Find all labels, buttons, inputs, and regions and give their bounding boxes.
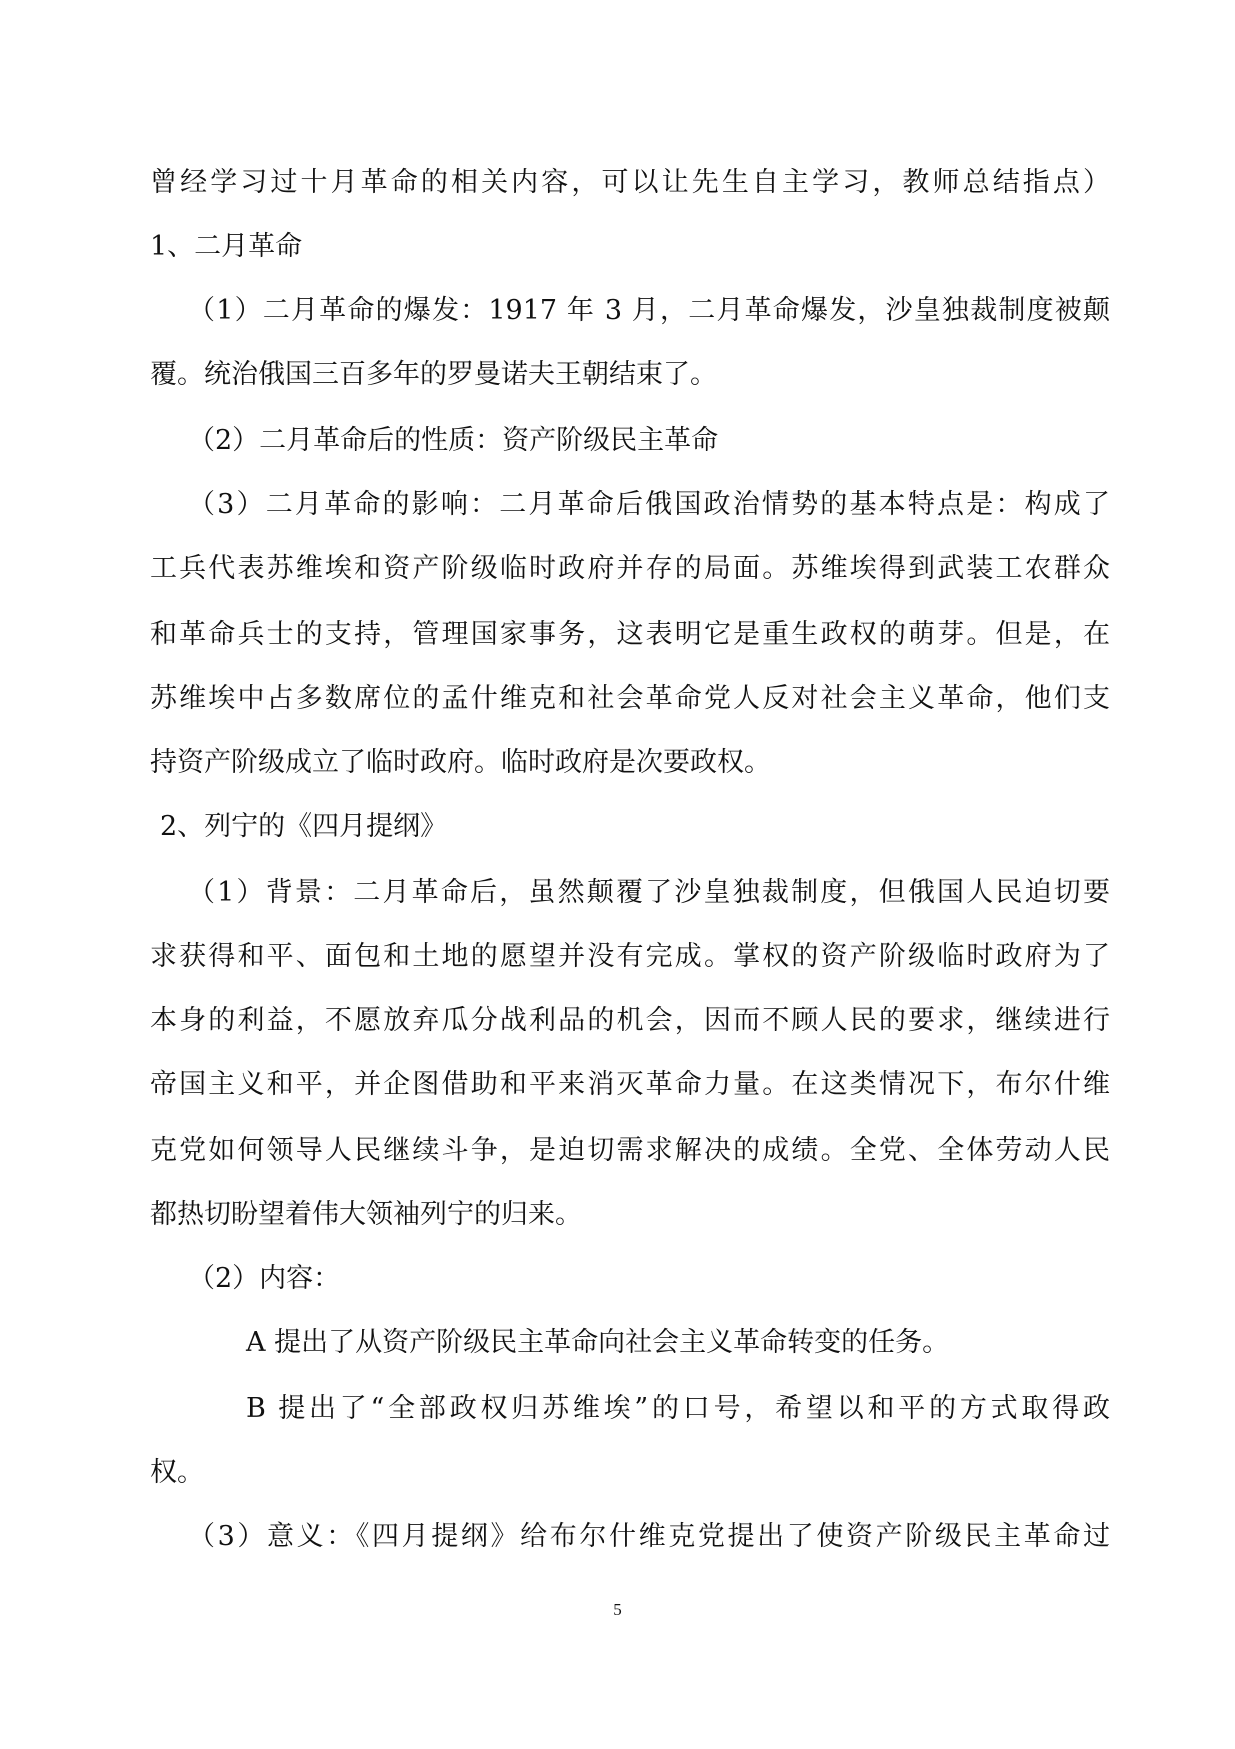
section-heading-february-revolution: 1、二月革命: [150, 231, 303, 262]
text-line-19: A 提出了从资产阶级民主革命向社会主义革命转变的任务。: [246, 1327, 950, 1358]
text-line-4: 覆。统治俄国三百多年的罗曼诺夫王朝结束了。: [150, 359, 717, 390]
section-heading-april-theses: 2、列宁的《四月提纲》: [160, 811, 448, 842]
text-line-21: 权。: [150, 1457, 204, 1488]
text-line-22: （3）意义：《四月提纲》给布尔什维克党提出了使资产阶级民主革命过: [188, 1521, 1110, 1552]
text-line-10: 持资产阶级成立了临时政府。临时政府是次要政权。: [150, 747, 771, 778]
text-line-1: 曾经学习过十月革命的相关内容，可以让先生自主学习，教师总结指点）: [150, 167, 1110, 198]
text-line-12: （1）背景：二月革命后，虽然颠覆了沙皇独裁制度，但俄国人民迫切要: [188, 877, 1110, 908]
text-line-6: （3）二月革命的影响：二月革命后俄国政治情势的基本特点是：构成了: [188, 489, 1110, 520]
text-line-5: （2）二月革命后的性质：资产阶级民主革命: [188, 425, 719, 456]
text-line-17: 都热切盼望着伟大领袖列宁的归来。: [150, 1199, 582, 1230]
text-line-9: 苏维埃中占多数席位的孟什维克和社会革命党人反对社会主义革命，他们支: [150, 683, 1110, 714]
text-line-7: 工兵代表苏维埃和资产阶级临时政府并存的局面。苏维埃得到武装工农群众: [150, 553, 1110, 584]
text-line-13: 求获得和平、面包和土地的愿望并没有完成。掌权的资产阶级临时政府为了: [150, 941, 1110, 972]
text-line-3: （1）二月革命的爆发：1917 年 3 月，二月革命爆发，沙皇独裁制度被颠: [188, 295, 1110, 326]
text-line-18: （2）内容：: [188, 1263, 341, 1294]
text-line-14: 本身的利益，不愿放弃瓜分战利品的机会，因而不顾人民的要求，继续进行: [150, 1005, 1110, 1036]
page-number: 5: [613, 1600, 622, 1619]
text-line-16: 克党如何领导人民继续斗争，是迫切需求解决的成绩。全党、全体劳动人民: [150, 1135, 1110, 1166]
text-line-20: B 提出了“全部政权归苏维埃”的口号，希望以和平的方式取得政: [246, 1393, 1110, 1424]
text-line-15: 帝国主义和平，并企图借助和平来消灭革命力量。在这类情况下，布尔什维: [150, 1069, 1110, 1100]
text-line-8: 和革命兵士的支持，管理国家事务，这表明它是重生政权的萌芽。但是，在: [150, 619, 1110, 650]
